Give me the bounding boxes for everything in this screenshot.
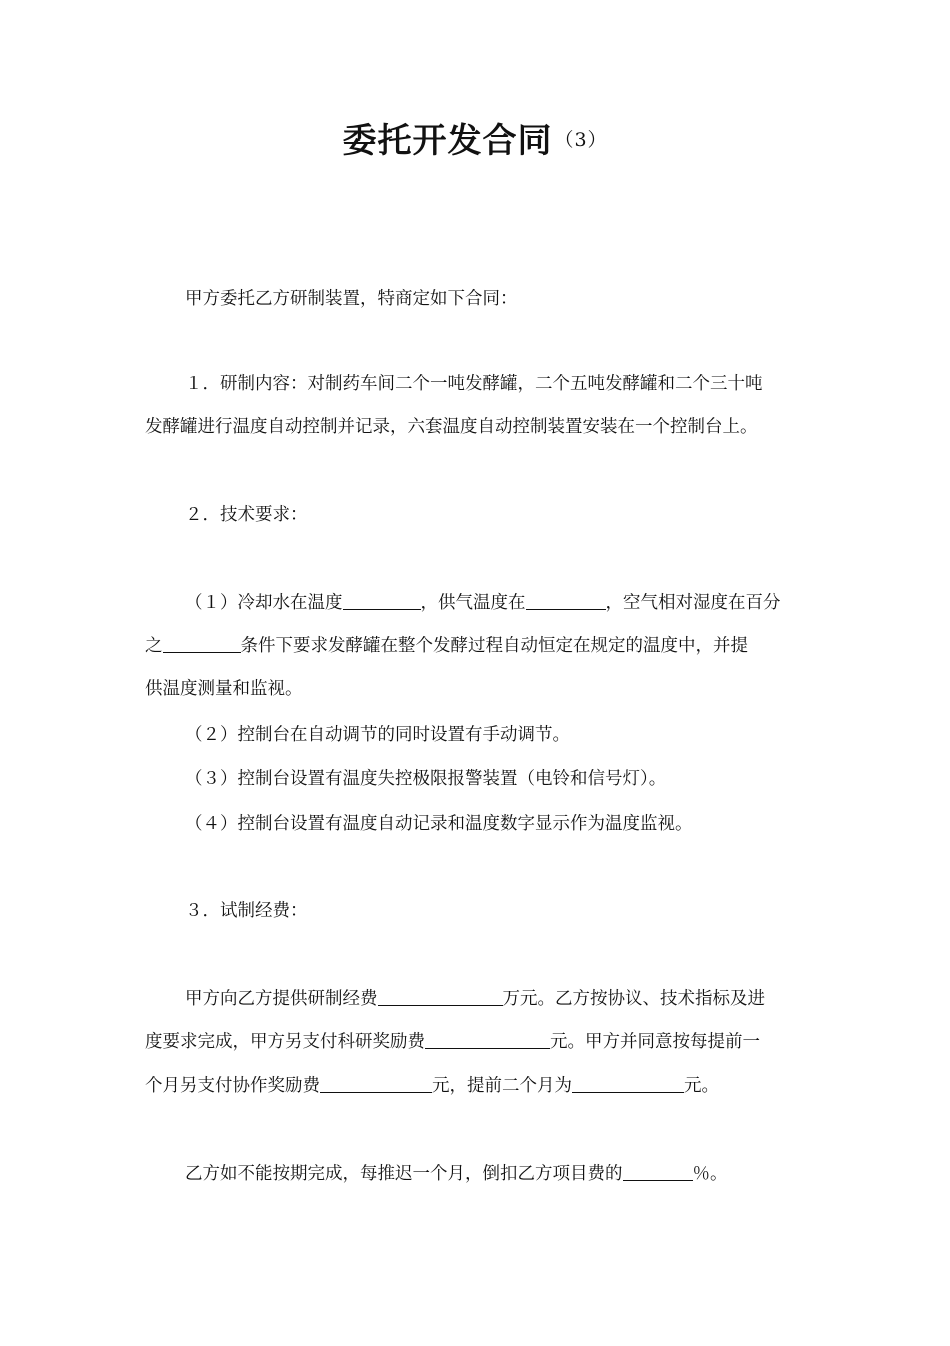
section1-line2: 发酵罐进行温度自动控制并记录，六套温度自动控制装置安装在一个控制台上。 xyxy=(145,417,758,437)
section2-item2: （２）控制台在自动调节的同时设置有手动调节。 xyxy=(185,725,570,745)
penalty-percent-blank xyxy=(623,1162,693,1181)
section1-line1: １．研制内容：对制药车间二个一吨发酵罐，二个五吨发酵罐和二个三十吨 xyxy=(185,374,763,394)
section3-para-line1: 甲方向乙方提供研制经费 万元。乙方按协议、技术指标及进 xyxy=(185,989,765,1009)
section2-heading: ２．技术要求： xyxy=(185,505,308,525)
research-bonus-blank xyxy=(425,1030,550,1049)
document-title xyxy=(0,112,950,169)
cooling-temp-blank xyxy=(343,591,421,610)
title-text: 委托开发合同 xyxy=(342,121,553,161)
penalty-paragraph: 乙方如不能按期完成，每推迟一个月，倒扣乙方项目费的 ％。 xyxy=(185,1164,728,1184)
intro-paragraph: 甲方委托乙方研制装置，特商定如下合同： xyxy=(185,289,518,309)
section2-item3: （３）控制台设置有温度失控极限报警装置（电铃和信号灯）。 xyxy=(185,769,667,789)
section3-para-line2: 度要求完成，甲方另支付科研奖励费 元。甲方并同意按每提前一 xyxy=(145,1032,760,1052)
dev-fee-blank xyxy=(378,987,503,1006)
section2-item1-line2: 之 条件下要求发酵罐在整个发酵过程自动恒定在规定的温度中，并提 xyxy=(145,636,748,656)
two-month-bonus-blank xyxy=(572,1074,684,1093)
section2-item1-line3: 供温度测量和监视。 xyxy=(145,679,303,699)
section3-heading: ３．试制经费： xyxy=(185,901,308,921)
title-suffix: （3） xyxy=(554,129,608,151)
section3-para-line3: 个月另支付协作奖励费 元，提前二个月为 元。 xyxy=(145,1076,719,1096)
humidity-blank xyxy=(163,634,241,653)
one-month-bonus-blank xyxy=(320,1074,432,1093)
section2-item4: （４）控制台设置有温度自动记录和温度数字显示作为温度监视。 xyxy=(185,814,693,834)
section2-item1-line1: （１）冷却水在温度 ，供气温度在 ，空气相对湿度在百分 xyxy=(185,593,781,613)
supply-temp-blank xyxy=(526,591,606,610)
